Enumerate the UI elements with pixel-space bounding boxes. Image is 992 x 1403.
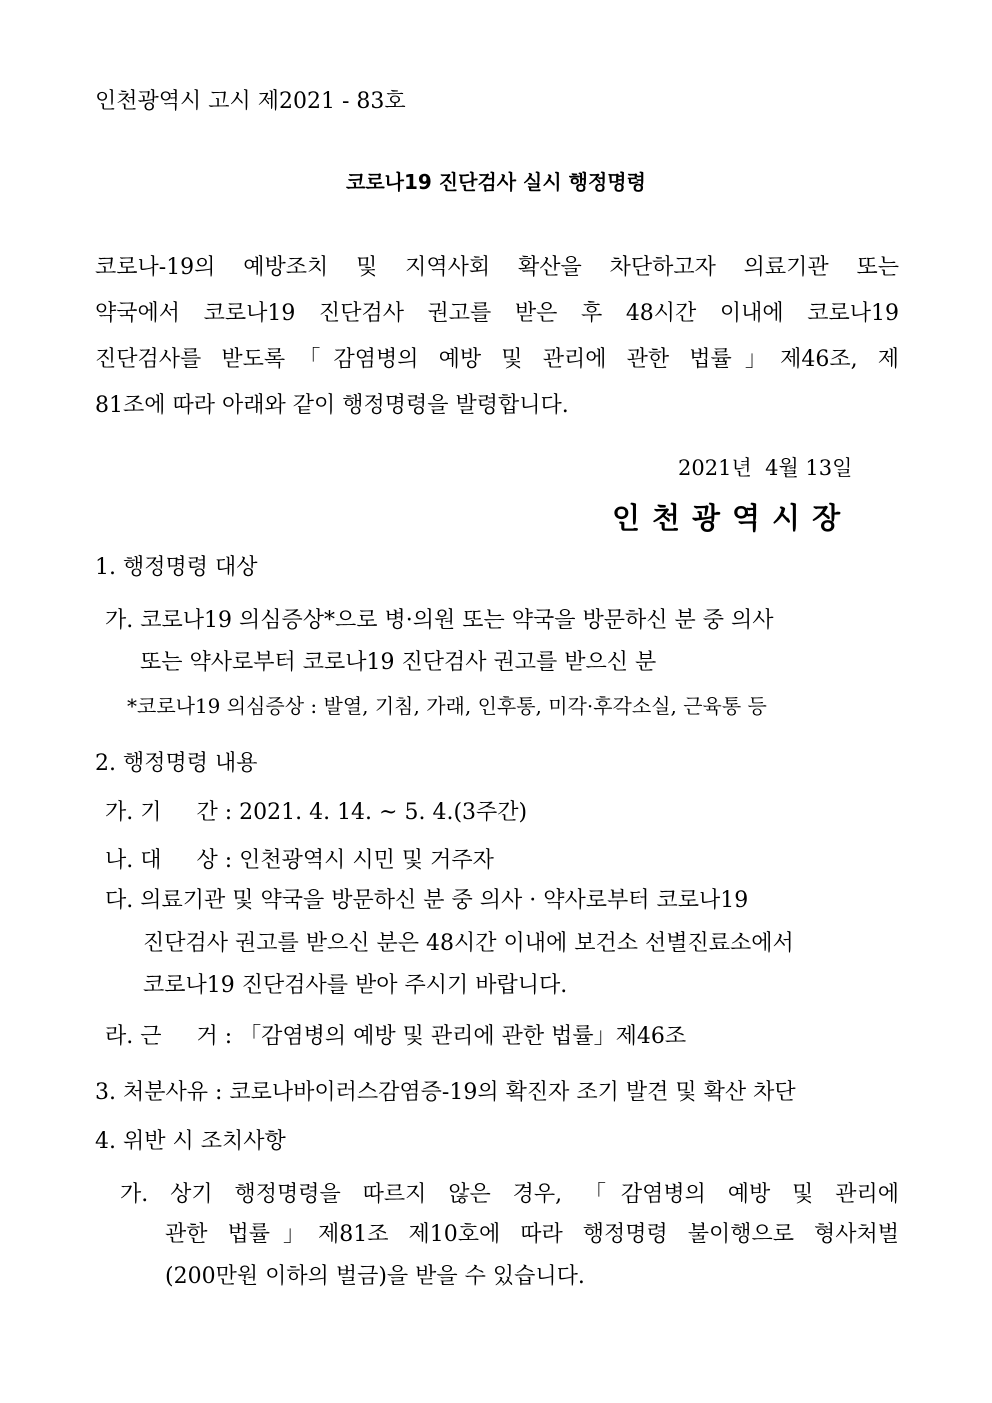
list-item-continuation: 관한 법률」제81조 제10호에 따라 행정명령 불이행으로 형사처벌 — [165, 1222, 899, 1247]
list-item: 가. 상기 행정명령을 따르지 않은 경우, 「감염병의 예방 및 관리에 — [120, 1182, 899, 1207]
section-heading: 4. 위반 시 조치사항 — [95, 1129, 286, 1154]
section-heading: 1. 행정명령 대상 — [95, 555, 258, 580]
notice-number: 인천광역시 고시 제2021 - 83호 — [95, 89, 406, 114]
issuer-signature: 인천광역시장 — [612, 501, 853, 535]
list-item-basis: 라. 근 거 : 「감염병의 예방 및 관리에 관한 법률」제46조 — [105, 1024, 687, 1049]
intro-line: 진단검사를 받도록「감염병의 예방 및 관리에 관한 법률」제46조, 제 — [95, 347, 899, 372]
list-item: 다. 의료기관 및 약국을 방문하신 분 중 의사 · 약사로부터 코로나19 — [105, 888, 749, 913]
list-item-continuation: 코로나19 진단검사를 받아 주시기 바랍니다. — [143, 973, 568, 998]
list-item-continuation: 진단검사 권고를 받으신 분은 48시간 이내에 보건소 선별진료소에서 — [143, 931, 794, 956]
intro-line: 81조에 따라 아래와 같이 행정명령을 발령합니다. — [95, 393, 569, 418]
page-title: 코로나19 진단검사 실시 행정명령 — [346, 170, 646, 194]
section-heading: 2. 행정명령 내용 — [95, 751, 258, 776]
list-item-period: 가. 기 간 : 2021. 4. 14. ~ 5. 4.(3주간) — [105, 800, 528, 825]
intro-line: 약국에서 코로나19 진단검사 권고를 받은 후 48시간 이내에 코로나19 — [95, 301, 899, 326]
intro-line: 코로나-19의 예방조치 및 지역사회 확산을 차단하고자 의료기관 또는 — [95, 255, 899, 280]
footnote: *코로나19 의심증상 : 발열, 기침, 가래, 인후통, 미각·후각소실, 근육통 등 — [127, 694, 767, 718]
list-item-continuation: 또는 약사로부터 코로나19 진단검사 권고를 받으신 분 — [140, 650, 657, 675]
notice-date: 2021년 4월 13일 — [678, 456, 853, 480]
section-3: 3. 처분사유 : 코로나바이러스감염증-19의 확진자 조기 발견 및 확산 차단 — [95, 1080, 796, 1105]
list-item-continuation: (200만원 이하의 벌금)을 받을 수 있습니다. — [165, 1264, 585, 1289]
list-item-target: 나. 대 상 : 인천광역시 시민 및 거주자 — [105, 848, 494, 873]
list-item: 가. 코로나19 의심증상*으로 병·의원 또는 약국을 방문하신 분 중 의사 — [105, 608, 774, 633]
